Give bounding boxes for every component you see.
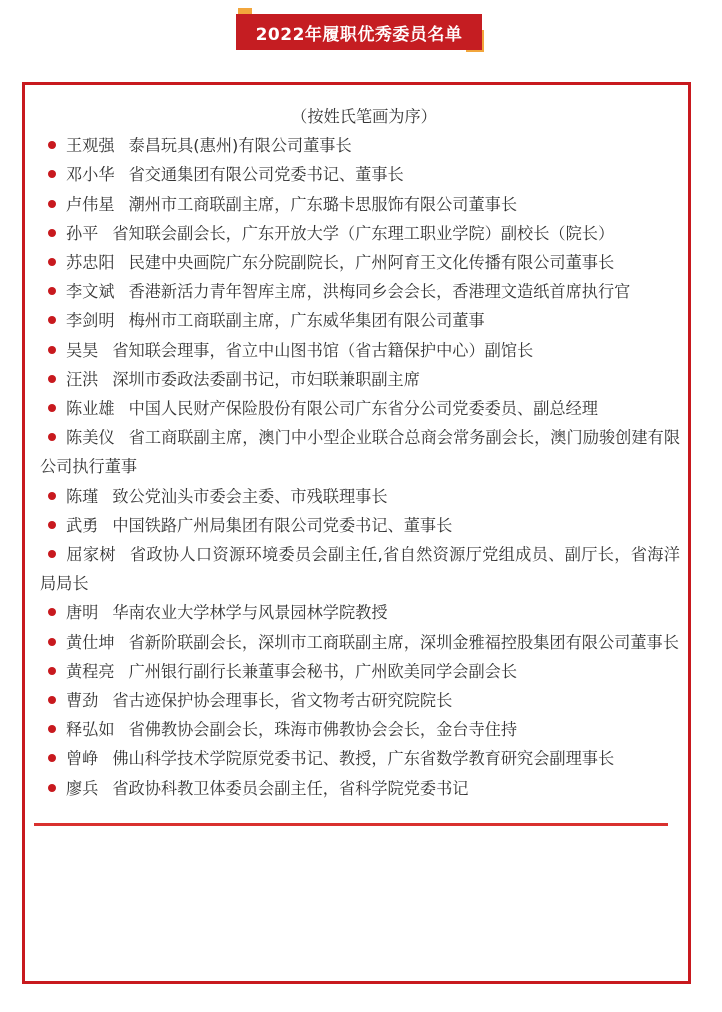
list-item bbox=[40, 540, 680, 598]
member-name: 孙平 bbox=[66, 223, 99, 243]
member-name: 唐明 bbox=[66, 603, 99, 623]
list-item bbox=[40, 423, 680, 481]
member-name: 黄仕坤 bbox=[66, 632, 115, 652]
member-title: 梅州市工商联副主席，广东威华集团有限公司董事 bbox=[128, 311, 485, 331]
list-item bbox=[40, 306, 680, 335]
member-name: 曾峥 bbox=[66, 749, 99, 769]
member-title: 省知联会副会长，广东开放大学（广东理工职业学院）副校长（院长） bbox=[112, 223, 615, 243]
list-item bbox=[40, 774, 680, 803]
member-name: 卢伟星 bbox=[66, 194, 115, 214]
bullet-icon bbox=[48, 754, 56, 762]
member-title: 泰昌玩具(惠州)有限公司董事长 bbox=[128, 136, 352, 156]
member-name: 邓小华 bbox=[66, 165, 115, 185]
list-item bbox=[40, 219, 680, 248]
member-list bbox=[40, 102, 680, 803]
list-item bbox=[40, 131, 680, 160]
member-title: 省政协人口资源环境委员会副主任,省自然资源厅党组成员、副厅长，省海洋局局长 bbox=[40, 545, 680, 594]
member-title: 香港新活力青年智库主席，洪梅同乡会会长，香港理文造纸首席执行官 bbox=[128, 282, 631, 302]
member-name: 李剑明 bbox=[66, 311, 115, 331]
member-title: 广州银行副行长兼董事会秘书，广州欧美同学会副会长 bbox=[128, 661, 518, 681]
member-name: 黄程亮 bbox=[66, 661, 115, 681]
member-title: 民建中央画院广东分院副院长，广州阿育王文化传播有限公司董事长 bbox=[128, 253, 615, 273]
member-name: 李文斌 bbox=[66, 282, 115, 302]
member-name: 汪洪 bbox=[66, 369, 99, 389]
member-title: 省新阶联副会长，深圳市工商联副主席，深圳金雅福控股集团有限公司董事长 bbox=[128, 632, 679, 652]
member-title: 潮州市工商联副主席，广东璐卡思服饰有限公司董事长 bbox=[128, 194, 518, 214]
member-title: 佛山科学技术学院原党委书记、教授，广东省数学教育研究会副理事长 bbox=[112, 749, 615, 769]
list-item bbox=[40, 160, 680, 189]
list-item bbox=[40, 190, 680, 219]
list-item bbox=[40, 482, 680, 511]
member-title: 中国铁路广州局集团有限公司党委书记、董事长 bbox=[112, 515, 453, 535]
bullet-icon bbox=[48, 375, 56, 383]
bullet-icon bbox=[48, 492, 56, 500]
member-name: 陈美仪 bbox=[66, 428, 115, 448]
member-name: 释弘如 bbox=[66, 720, 115, 740]
bullet-icon bbox=[48, 404, 56, 412]
list-item bbox=[40, 277, 680, 306]
member-title: 深圳市委政法委副书记，市妇联兼职副主席 bbox=[112, 369, 420, 389]
member-name: 廖兵 bbox=[66, 778, 99, 798]
list-item bbox=[40, 365, 680, 394]
member-title: 省知联会理事，省立中山图书馆（省古籍保护中心）副馆长 bbox=[112, 340, 534, 360]
member-title: 省古迹保护协会理事长，省文物考古研究院院长 bbox=[112, 691, 453, 711]
page-title-banner bbox=[236, 14, 482, 50]
member-name: 陈瑾 bbox=[66, 486, 99, 506]
member-title: 致公党汕头市委会主委、市残联理事长 bbox=[112, 486, 388, 506]
bullet-icon bbox=[48, 784, 56, 792]
list-item bbox=[40, 628, 680, 657]
member-name: 陈业雄 bbox=[66, 399, 115, 419]
bullet-icon bbox=[48, 696, 56, 704]
member-name: 苏忠阳 bbox=[66, 253, 115, 273]
list-item bbox=[40, 598, 680, 627]
member-name: 屈家树 bbox=[66, 545, 116, 565]
member-title: 省政协科教卫体委员会副主任，省科学院党委书记 bbox=[112, 778, 469, 798]
bullet-icon bbox=[48, 287, 56, 295]
member-title: 省工商联副主席，澳门中小型企业联合总商会常务副会长，澳门励骏创建有限公司执行董事 bbox=[40, 428, 681, 477]
bullet-icon bbox=[48, 316, 56, 324]
highlight-underline bbox=[34, 823, 668, 826]
member-name: 吴昊 bbox=[66, 340, 99, 360]
list-item bbox=[40, 657, 680, 686]
member-name: 曹劲 bbox=[66, 691, 99, 711]
member-name: 武勇 bbox=[66, 515, 99, 535]
bullet-icon bbox=[48, 200, 56, 208]
member-name: 王观强 bbox=[66, 136, 115, 156]
page-title: 2022年履职优秀委员名单 bbox=[255, 24, 463, 45]
list-item bbox=[40, 336, 680, 365]
bullet-icon bbox=[48, 608, 56, 616]
bullet-icon bbox=[48, 667, 56, 675]
member-title: 华南农业大学林学与风景园林学院教授 bbox=[112, 603, 388, 623]
bullet-icon bbox=[48, 258, 56, 266]
bullet-icon bbox=[48, 346, 56, 354]
member-title: 省佛教协会副会长，珠海市佛教协会会长，金台寺住持 bbox=[128, 720, 518, 740]
bullet-icon bbox=[48, 725, 56, 733]
list-item bbox=[40, 511, 680, 540]
sort-note: （按姓氏笔画为序） bbox=[291, 107, 437, 126]
list-item bbox=[40, 394, 680, 423]
bullet-icon bbox=[48, 141, 56, 149]
bullet-icon bbox=[48, 433, 56, 441]
list-item bbox=[40, 744, 680, 773]
bullet-icon bbox=[48, 550, 56, 558]
bullet-icon bbox=[48, 638, 56, 646]
list-item bbox=[40, 686, 680, 715]
bullet-icon bbox=[48, 229, 56, 237]
member-title: 省交通集团有限公司党委书记、董事长 bbox=[128, 165, 404, 185]
list-item bbox=[40, 715, 680, 744]
bullet-icon bbox=[48, 521, 56, 529]
list-item bbox=[40, 248, 680, 277]
bullet-icon bbox=[48, 170, 56, 178]
member-title: 中国人民财产保险股份有限公司广东省分公司党委委员、副总经理 bbox=[128, 399, 598, 419]
